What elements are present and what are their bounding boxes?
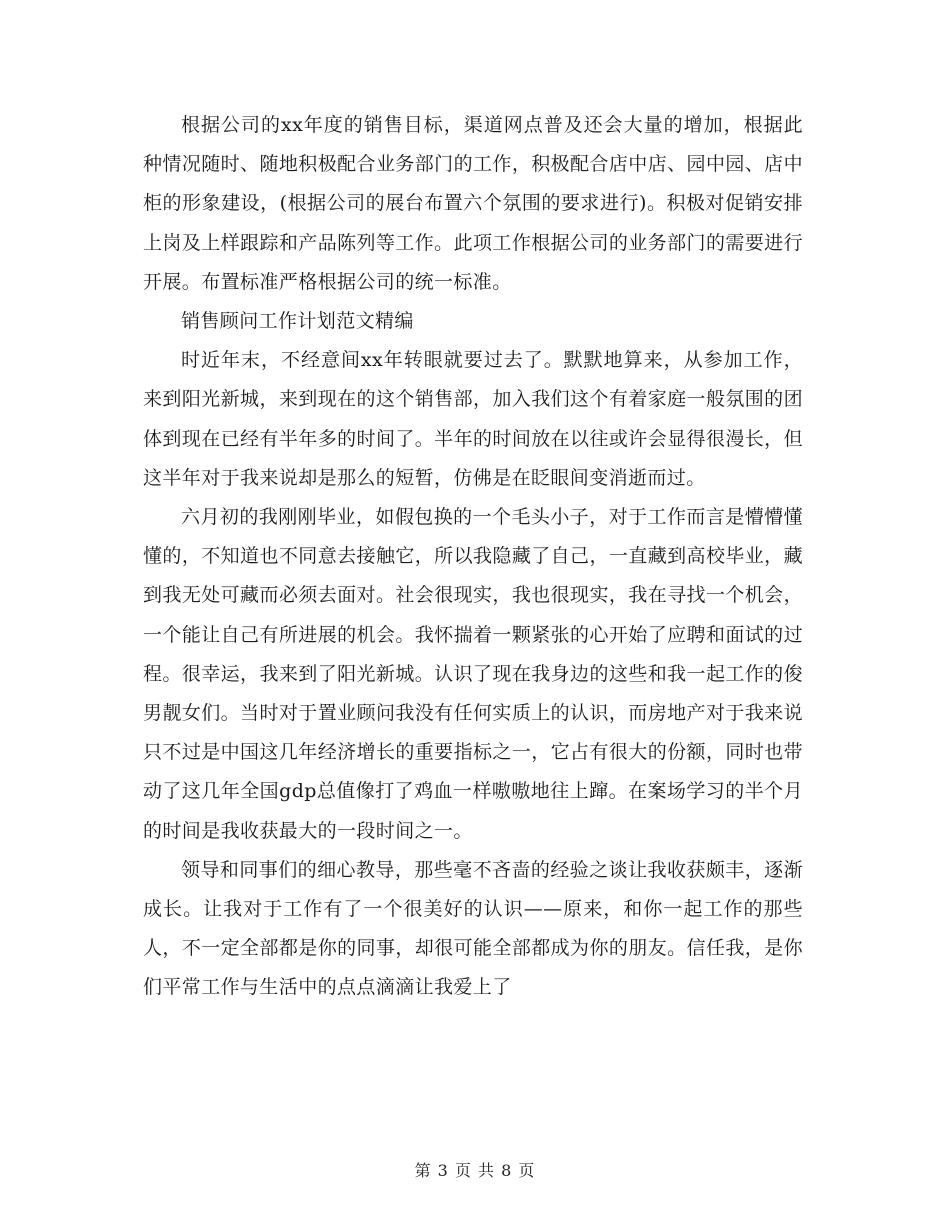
- paragraph-year-end: 时近年末，不经意间xx年转眼就要过去了。默默地算来，从参加工作，来到阳光新城，来到现在的这个销售部，加入我们这个有着家庭一般氛围的团体到现在已经有半年多的时间了。半年的时间放在以往或许会显得很漫长，但这半年对于我来说却是那么的短暂，仿佛是在眨眼间变消逝而过。: [143, 349, 803, 489]
- paragraph-colleagues: 领导和同事们的细心教导，那些毫不吝啬的经验之谈让我收获颇丰，逐渐成长。让我对于工作有了一个很美好的认识——原来，和你一起工作的那些人，不一定全部都是你的同事，却很可能全部都成为你的朋友。信任我，是你们平常工作与生活中的点点滴滴让我爱上了: [143, 858, 803, 999]
- section-heading: 销售顾问工作计划范文精编: [181, 310, 414, 333]
- document-body: [143, 106, 803, 1008]
- page-number-footer: 第 3 页 共 8 页: [414, 1161, 536, 1180]
- paragraph-june-graduation: 六月初的我刚刚毕业，如假包换的一个毛头小子，对于工作而言是懵懵懂懂的，不知道也不同意去接触它，所以我隐藏了自己，一直藏到高校毕业，藏到我无处可藏而必须去面对。社会很现实，我也很现实，我在寻找一个机会，一个能让自己有所进展的机会。我怀揣着一颗紧张的心开始了应聘和面试的过程。很幸运，我来到了阳光新城。认识了现在我身边的这些和我一起工作的俊男靓女们。当时对于置业顾问我没有任何实质上的认识，而房地产对于我来说只不过是中国这几年经济增长的重要指标之一，它占有很大的份额，同时也带动了这几年全国gdp总值像打了鸡血一样嗷嗷地往上蹿。在案场学习的半个月的时间是我收获最大的一段时间之一。: [143, 506, 803, 842]
- paragraph-channel-targets: 根据公司的xx年度的销售目标，渠道网点普及还会大量的增加，根据此种情况随时、随地积极配合业务部门的工作，积极配合店中店、园中园、店中柜的形象建设，(根据公司的展台布置六个氛围的要求进行)。积极对促销安排上岗及上样跟踪和产品陈列等工作。此项工作根据公司的业务部门的需要进行开展。布置标准严格根据公司的统一标准。: [143, 114, 803, 293]
